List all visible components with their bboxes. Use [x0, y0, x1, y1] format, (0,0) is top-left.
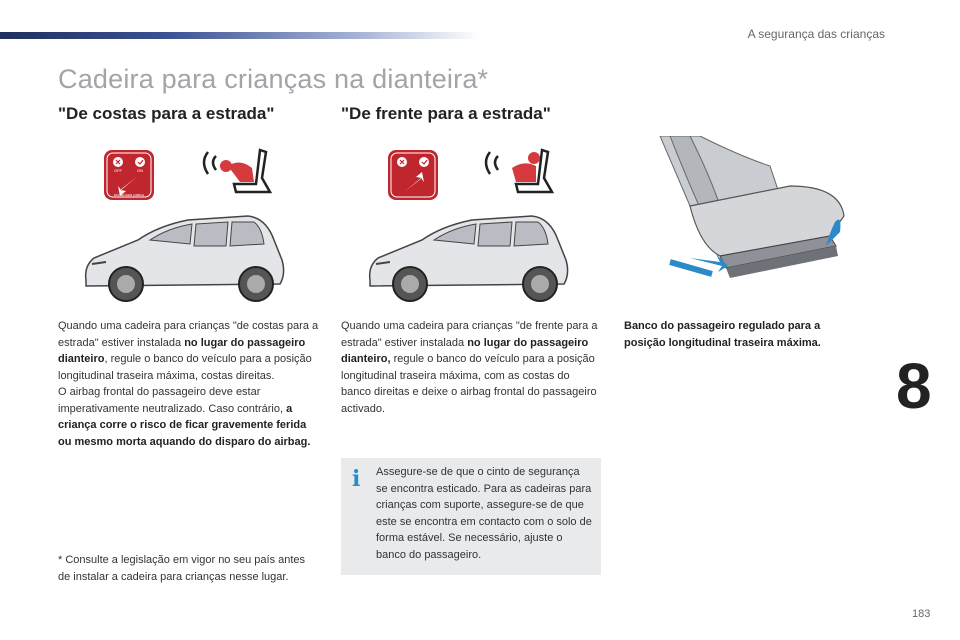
seat-adjustment-illustration — [630, 136, 860, 296]
info-text: Assegure-se de que o cinto de segurança se encontra esticado. Para as cadeiras para crianças com suporte, assegure-se de que este se encontra em contacto com o solo de forma estável. Se necessário, ajuste o banco do passageiro. — [376, 466, 592, 561]
rear-text-2: no lugar do passageiro dianteiro — [58, 336, 306, 365]
page-number: 183 — [912, 608, 931, 620]
airbag-off-label: OFF — [114, 168, 122, 173]
rear-text-4: O airbag frontal do passageiro deve estar imperativamente neutralizado. Caso contrário, — [58, 386, 287, 415]
section-title: A segurança das crianças — [747, 27, 885, 41]
info-icon: i — [352, 466, 361, 492]
page-title: Cadeira para crianças na dianteira* — [58, 64, 489, 94]
header-accent-bar — [0, 32, 480, 39]
airbag-off-icon — [104, 150, 154, 200]
airbag-label: PASSENGER AIRBAG — [113, 193, 145, 197]
forward-facing-heading: "De frente para a estrada" — [341, 104, 551, 123]
rear-text-1: Quando uma cadeira para crianças "de costas para a estrada" estiver instalada — [58, 320, 319, 349]
airbag-on-label: ON — [137, 168, 143, 173]
footnote: * Consulte a legislação em vigor no seu país antes de instalar a cadeira para crianças nesse lugar. — [58, 554, 306, 583]
airbag-on-icon — [388, 150, 438, 200]
fwd-text-2: no lugar do passageiro dianteiro, — [341, 336, 589, 365]
rear-text-5: a criança corre o risco de ficar gravemente ferida ou mesmo morta aquando do disparo do airbag. — [58, 402, 311, 448]
rear-facing-text — [58, 318, 320, 450]
forward-facing-seat-icon — [482, 148, 562, 198]
car-illustration-left — [78, 210, 288, 306]
car-illustration-middle — [362, 210, 572, 306]
rear-text-3: , regule o banco do veículo para a posição longitudinal traseira máxima, costas direitas. — [58, 353, 312, 382]
fwd-text-1: Quando uma cadeira para crianças "de frente para a estrada" estiver instalada — [341, 320, 598, 349]
forward-facing-text — [341, 318, 599, 417]
rear-facing-heading: "De costas para a estrada" — [58, 104, 275, 123]
fwd-text-3: regule o banco do veículo para a posição longitudinal traseira máxima, com as costas do banco direitas e deixe o airbag frontal do passageiro activado. — [341, 353, 597, 415]
rear-facing-seat-icon — [200, 148, 280, 198]
seat-caption: Banco do passageiro regulado para a posição longitudinal traseira máxima. — [624, 320, 821, 349]
chapter-number: 8 — [896, 350, 932, 422]
